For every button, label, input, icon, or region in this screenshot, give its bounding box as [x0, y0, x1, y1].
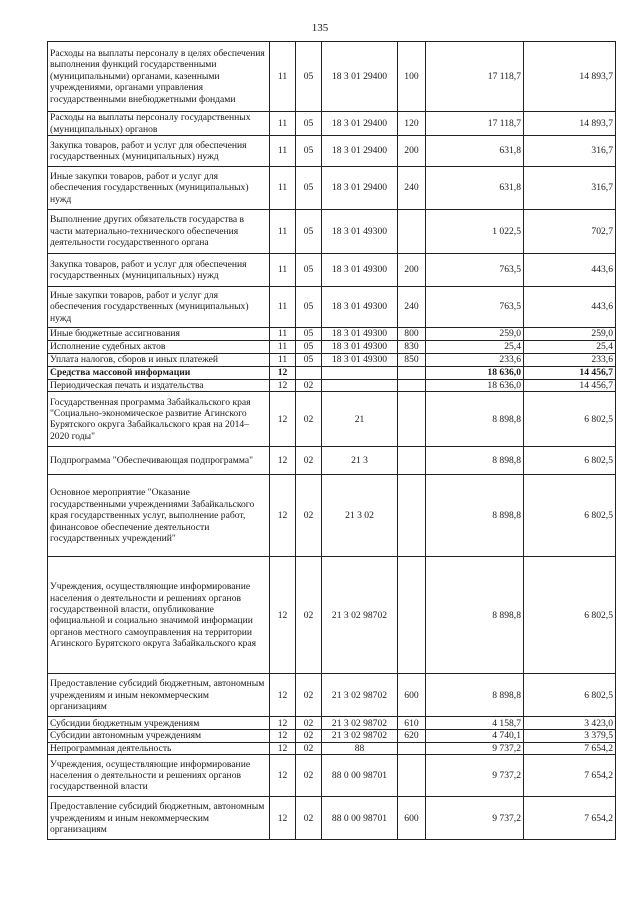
cell-amount-1: 8 898,8	[426, 557, 524, 674]
cell-section: 12	[270, 674, 296, 717]
cell-expense-type	[398, 210, 426, 254]
cell-name: Учреждения, осуществляющие информирование населения о деятельности и решениях органов государственной власти	[48, 755, 270, 797]
cell-expense-type: 200	[398, 136, 426, 167]
cell-name: Иные бюджетные ассигнования	[48, 328, 270, 341]
cell-name: Расходы на выплаты персоналу в целях обеспечения выполнения функций государственными (муниципальными) органами, казенными учреждениями, органами управления государственными внебюджетными фондами	[48, 42, 270, 112]
table-row	[48, 287, 616, 328]
cell-amount-1: 18 636,0	[426, 367, 524, 380]
cell-expense-type: 120	[398, 112, 426, 136]
page-number: 135	[311, 22, 329, 34]
cell-amount-2: 14 456,7	[524, 380, 616, 392]
cell-target-article: 18 3 01 29400	[322, 167, 398, 210]
cell-expense-type: 800	[398, 328, 426, 341]
cell-target-article: 18 3 01 49300	[322, 287, 398, 328]
cell-subsection: 05	[296, 287, 322, 328]
cell-target-article: 88 0 00 98701	[322, 755, 398, 797]
cell-amount-2: 14 893,7	[524, 42, 616, 112]
cell-expense-type: 200	[398, 254, 426, 287]
cell-amount-1: 9 737,2	[426, 755, 524, 797]
cell-subsection: 02	[296, 730, 322, 742]
cell-amount-1: 9 737,2	[426, 742, 524, 754]
cell-expense-type: 850	[398, 354, 426, 367]
cell-amount-2: 6 802,5	[524, 392, 616, 447]
table-row	[48, 210, 616, 254]
cell-section: 11	[270, 42, 296, 112]
cell-name: Исполнение судебных актов	[48, 341, 270, 354]
cell-section: 12	[270, 475, 296, 557]
cell-subsection: 05	[296, 42, 322, 112]
cell-subsection: 05	[296, 328, 322, 341]
cell-amount-1: 1 022,5	[426, 210, 524, 254]
table-row	[48, 797, 616, 840]
cell-amount-2: 3 423,0	[524, 717, 616, 730]
cell-section: 12	[270, 730, 296, 742]
cell-subsection: 05	[296, 167, 322, 210]
cell-target-article: 18 3 01 29400	[322, 42, 398, 112]
table-row	[48, 742, 616, 754]
cell-name: Учреждения, осуществляющие информирование населения о деятельности и решениях органов государственной власти, опубликование официальной и социально значимой информации органов местного самоуправления на территории Агинского Бурятского округа Забайкальского края	[48, 557, 270, 674]
cell-amount-1: 631,8	[426, 167, 524, 210]
cell-amount-1: 18 636,0	[426, 380, 524, 392]
cell-target-article: 18 3 01 49300	[322, 341, 398, 354]
cell-expense-type: 100	[398, 42, 426, 112]
table-row	[48, 717, 616, 730]
table-row	[48, 447, 616, 475]
cell-section: 11	[270, 167, 296, 210]
cell-section: 12	[270, 380, 296, 392]
cell-target-article: 18 3 01 49300	[322, 354, 398, 367]
cell-name: Средства массовой информации	[48, 367, 270, 380]
cell-amount-2: 443,6	[524, 287, 616, 328]
cell-amount-1: 9 737,2	[426, 797, 524, 840]
cell-name: Иные закупки товаров, работ и услуг для обеспечения государственных (муниципальных) нужд	[48, 287, 270, 328]
cell-expense-type	[398, 755, 426, 797]
table-row	[48, 341, 616, 354]
cell-expense-type: 620	[398, 730, 426, 742]
cell-section: 11	[270, 136, 296, 167]
cell-subsection: 02	[296, 475, 322, 557]
cell-target-article: 18 3 01 29400	[322, 112, 398, 136]
cell-section: 11	[270, 328, 296, 341]
cell-section: 11	[270, 254, 296, 287]
cell-subsection: 05	[296, 354, 322, 367]
cell-expense-type: 240	[398, 167, 426, 210]
cell-section: 12	[270, 367, 296, 380]
cell-target-article: 18 3 01 49300	[322, 328, 398, 341]
cell-subsection: 05	[296, 136, 322, 167]
table-row	[48, 674, 616, 717]
cell-name: Закупка товаров, работ и услуг для обеспечения государственных (муниципальных) нужд	[48, 254, 270, 287]
cell-expense-type: 600	[398, 797, 426, 840]
cell-section: 11	[270, 112, 296, 136]
cell-expense-type	[398, 557, 426, 674]
cell-subsection: 02	[296, 755, 322, 797]
cell-amount-2: 6 802,5	[524, 447, 616, 475]
cell-section: 11	[270, 287, 296, 328]
cell-amount-2: 14 456,7	[524, 367, 616, 380]
table-row	[48, 380, 616, 392]
cell-amount-2: 14 893,7	[524, 112, 616, 136]
cell-target-article: 21 3 02 98702	[322, 674, 398, 717]
cell-section: 11	[270, 341, 296, 354]
cell-section: 12	[270, 797, 296, 840]
cell-amount-1: 4 740,1	[426, 730, 524, 742]
cell-subsection: 02	[296, 392, 322, 447]
cell-name: Субсидии автономным учреждениям	[48, 730, 270, 742]
table-row	[48, 354, 616, 367]
cell-section: 12	[270, 755, 296, 797]
budget-table	[47, 41, 616, 840]
cell-amount-2: 6 802,5	[524, 557, 616, 674]
cell-name: Закупка товаров, работ и услуг для обеспечения государственных (муниципальных) нужд	[48, 136, 270, 167]
cell-amount-1: 4 158,7	[426, 717, 524, 730]
cell-section: 12	[270, 557, 296, 674]
cell-section: 11	[270, 354, 296, 367]
cell-subsection: 05	[296, 210, 322, 254]
cell-subsection: 02	[296, 797, 322, 840]
cell-expense-type: 830	[398, 341, 426, 354]
cell-subsection	[296, 367, 322, 380]
cell-subsection: 02	[296, 674, 322, 717]
cell-name: Предоставление субсидий бюджетным, автономным учреждениям и иным некоммерческим организациям	[48, 674, 270, 717]
cell-target-article: 18 3 01 49300	[322, 254, 398, 287]
cell-name: Субсидии бюджетным учреждениям	[48, 717, 270, 730]
cell-section: 12	[270, 447, 296, 475]
table-row	[48, 42, 616, 112]
cell-amount-2: 25,4	[524, 341, 616, 354]
table-row	[48, 730, 616, 742]
cell-amount-2: 443,6	[524, 254, 616, 287]
cell-target-article	[322, 380, 398, 392]
cell-amount-2: 7 654,2	[524, 742, 616, 754]
cell-subsection: 05	[296, 112, 322, 136]
table-row	[48, 167, 616, 210]
cell-amount-1: 8 898,8	[426, 475, 524, 557]
cell-amount-2: 6 802,5	[524, 475, 616, 557]
table-row	[48, 475, 616, 557]
cell-name: Предоставление субсидий бюджетным, автономным учреждениям и иным некоммерческим организациям	[48, 797, 270, 840]
cell-amount-1: 259,0	[426, 328, 524, 341]
cell-amount-2: 316,7	[524, 136, 616, 167]
cell-subsection: 05	[296, 341, 322, 354]
cell-section: 12	[270, 742, 296, 754]
cell-name: Основное мероприятие "Оказание государственными учреждениями Забайкальского края государственных услуг, выполнение работ, финансовое обеспечение деятельности государственных учреждений"	[48, 475, 270, 557]
cell-subsection: 02	[296, 557, 322, 674]
cell-amount-1: 763,5	[426, 254, 524, 287]
cell-amount-2: 259,0	[524, 328, 616, 341]
table-row	[48, 254, 616, 287]
cell-amount-1: 8 898,8	[426, 392, 524, 447]
cell-section: 12	[270, 392, 296, 447]
cell-target-article: 18 3 01 29400	[322, 136, 398, 167]
cell-target-article: 18 3 01 49300	[322, 210, 398, 254]
cell-name: Непрограммная деятельность	[48, 742, 270, 754]
cell-amount-2: 233,6	[524, 354, 616, 367]
table-row	[48, 557, 616, 674]
cell-amount-1: 233,6	[426, 354, 524, 367]
cell-amount-2: 6 802,5	[524, 674, 616, 717]
cell-expense-type: 240	[398, 287, 426, 328]
table-row	[48, 755, 616, 797]
cell-amount-1: 25,4	[426, 341, 524, 354]
cell-target-article: 21 3 02 98702	[322, 717, 398, 730]
table-row	[48, 367, 616, 380]
cell-section: 11	[270, 210, 296, 254]
cell-target-article: 88 0 00 98701	[322, 797, 398, 840]
table-row	[48, 328, 616, 341]
cell-expense-type: 600	[398, 674, 426, 717]
cell-amount-2: 702,7	[524, 210, 616, 254]
cell-target-article: 21 3	[322, 447, 398, 475]
table-row	[48, 112, 616, 136]
cell-amount-2: 316,7	[524, 167, 616, 210]
cell-subsection: 02	[296, 447, 322, 475]
cell-amount-2: 3 379,5	[524, 730, 616, 742]
table-row	[48, 392, 616, 447]
cell-section: 12	[270, 717, 296, 730]
cell-amount-1: 763,5	[426, 287, 524, 328]
cell-target-article	[322, 367, 398, 380]
cell-subsection: 02	[296, 380, 322, 392]
cell-amount-1: 17 118,7	[426, 42, 524, 112]
cell-name: Расходы на выплаты персоналу государственных (муниципальных) органов	[48, 112, 270, 136]
cell-expense-type	[398, 367, 426, 380]
cell-target-article: 21 3 02 98702	[322, 557, 398, 674]
cell-expense-type	[398, 380, 426, 392]
cell-subsection: 02	[296, 742, 322, 754]
cell-expense-type	[398, 392, 426, 447]
table-row	[48, 136, 616, 167]
cell-amount-1: 17 118,7	[426, 112, 524, 136]
cell-amount-2: 7 654,2	[524, 755, 616, 797]
cell-expense-type: 610	[398, 717, 426, 730]
cell-name: Уплата налогов, сборов и иных платежей	[48, 354, 270, 367]
cell-name: Подпрограмма "Обеспечивающая подпрограмма"	[48, 447, 270, 475]
cell-subsection: 05	[296, 254, 322, 287]
cell-target-article: 88	[322, 742, 398, 754]
cell-expense-type	[398, 742, 426, 754]
cell-name: Иные закупки товаров, работ и услуг для обеспечения государственных (муниципальных) нужд	[48, 167, 270, 210]
cell-expense-type	[398, 475, 426, 557]
cell-name: Государственная программа Забайкальского края "Социально-экономическое развитие Агинского Бурятского округа Забайкальского края на 2014–2020 годы"	[48, 392, 270, 447]
cell-amount-1: 631,8	[426, 136, 524, 167]
cell-target-article: 21	[322, 392, 398, 447]
cell-subsection: 02	[296, 717, 322, 730]
cell-amount-1: 8 898,8	[426, 674, 524, 717]
cell-amount-1: 8 898,8	[426, 447, 524, 475]
cell-amount-2: 7 654,2	[524, 797, 616, 840]
cell-name: Выполнение других обязательств государства в части материально-технического обеспечения деятельности государственного органа	[48, 210, 270, 254]
cell-target-article: 21 3 02	[322, 475, 398, 557]
cell-name: Периодическая печать и издательства	[48, 380, 270, 392]
cell-expense-type	[398, 447, 426, 475]
cell-target-article: 21 3 02 98702	[322, 730, 398, 742]
